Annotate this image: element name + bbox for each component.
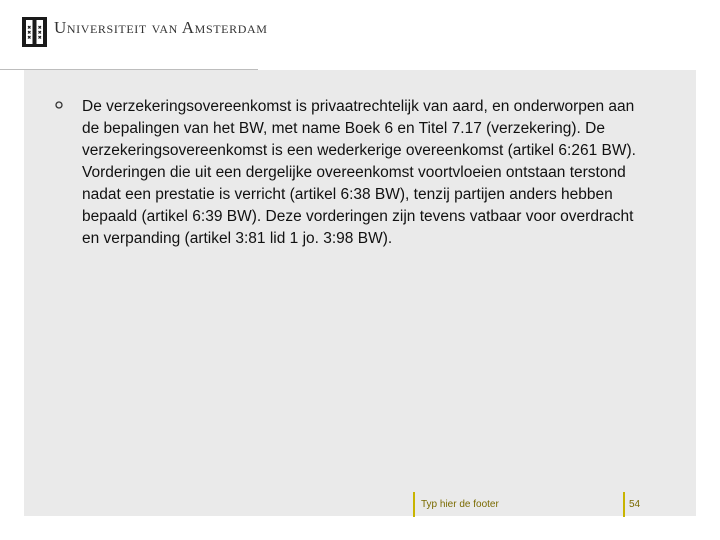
- header: [0, 0, 720, 70]
- footer-text: Typ hier de footer: [421, 499, 499, 510]
- ring-bullet-icon: [55, 101, 63, 109]
- institution-name: Universiteit van Amsterdam: [54, 18, 268, 37]
- footer-divider-left: [413, 492, 415, 517]
- page-number: 54: [629, 499, 641, 510]
- footer-divider-right: [623, 492, 625, 517]
- uva-crest-icon: [22, 17, 47, 47]
- bullet-item: [55, 96, 645, 250]
- bullet-text: De verzekeringsovereenkomst is privaatrechtelijk van aard, en onderworpen aan de bepalingen van het BW, met name Boek 6 en Titel 7.17 (verzekering). De verzekeringsovereenkomst is een wederkerige overeenkomst (artikel 6:261 BW). Vorderingen die uit een dergelijke overeenkomst voortvloeien ontstaan terstond nadat een prestatie is verricht (artikel 6:38 BW), tenzij partijen anders hebben bepaald (artikel 6:39 BW). Deze vorderingen zijn tevens vatbaar voor overdracht en verpanding (artikel 3:81 lid 1 jo. 3:98 BW).: [82, 98, 636, 247]
